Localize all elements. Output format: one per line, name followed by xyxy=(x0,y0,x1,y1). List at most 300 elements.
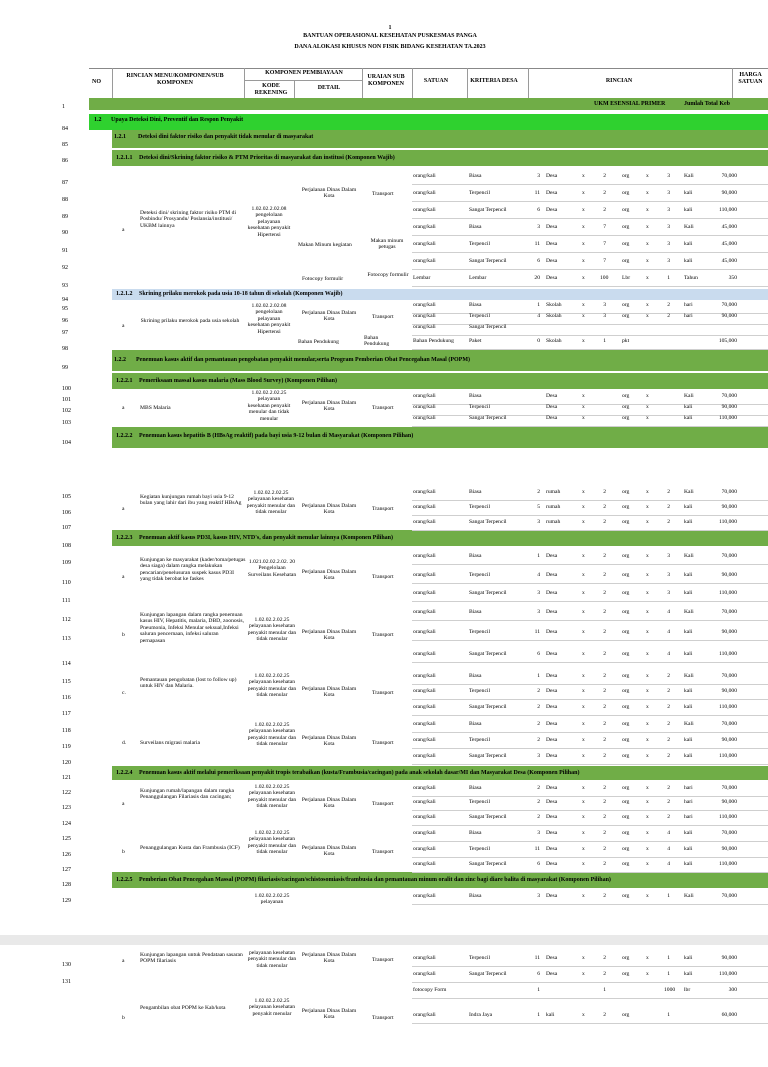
table-cell-u: Skolah xyxy=(546,313,562,319)
section-1-2-2-text: Penemuan kasus aktif dan pemantauan pengobatan penyakit menular,serta Program Pemberian Obat Pencegahan Masal (POPM) xyxy=(136,357,471,363)
table-cell-u2: org xyxy=(622,721,630,727)
table-cell-s: orang/kali xyxy=(413,572,436,578)
table-cell-x2: x xyxy=(646,241,649,247)
table-cell-x2: x xyxy=(646,258,649,264)
fil-detail: Perjalanan Dinas Dalam Kota xyxy=(301,797,357,810)
popm2-uraian: Transport xyxy=(372,957,394,963)
table-cell-q: 11 xyxy=(534,241,540,247)
table-cell-n3: 2 xyxy=(667,519,670,525)
ptm-detail-2: Makan Minum kegiatan xyxy=(298,242,352,248)
section-1-2-code: 1.2 xyxy=(94,117,102,123)
table-cell-u2: org xyxy=(622,609,630,615)
table-cell-n2: 2 xyxy=(603,207,606,213)
table-cell-s: orang/kali xyxy=(413,190,436,196)
table-cell-x1: x xyxy=(582,302,585,308)
table-cell-n3: 2 xyxy=(667,673,670,679)
table-cell-n3: 3 xyxy=(667,224,670,230)
table-cell-q: 6 xyxy=(537,258,540,264)
section-1-2-1-1-code: 1.2.1.1 xyxy=(116,155,133,161)
row-divider xyxy=(412,966,768,967)
table-cell-k: Biasa xyxy=(469,721,482,727)
ptm-description: Deteksi dini/ skrining faktor risiko PTM di Posbindu/ Prosyandu/ Poslansia/institusi/ UKBM lainnya xyxy=(140,210,237,229)
table-cell-n2: 2 xyxy=(603,590,606,596)
row-number: 97 xyxy=(62,330,68,336)
table-cell-u: Desa xyxy=(546,861,558,867)
row-number: 118 xyxy=(62,728,71,734)
row-number: 86 xyxy=(62,158,68,164)
kus-detail: Perjalanan Dinas Dalam Kota xyxy=(301,845,357,858)
table-cell-u2: org xyxy=(622,489,630,495)
table-cell-u: Desa xyxy=(546,704,558,710)
rokok-letter: a xyxy=(122,323,125,329)
row-number: 106 xyxy=(62,510,71,516)
table-cell-n3: 4 xyxy=(667,629,670,635)
table-cell-x2: x xyxy=(646,173,649,179)
table-cell-s: orang/kali xyxy=(413,651,436,657)
row-number: 121 xyxy=(62,775,71,781)
row-divider xyxy=(412,286,768,287)
table-cell-p: 70,000 xyxy=(721,393,737,399)
ptm-detail-1: Perjalanan Dinas Dalam Kota xyxy=(301,187,357,200)
table-cell-p: 90,000 xyxy=(721,404,737,410)
table-cell-q: 2 xyxy=(537,785,540,791)
table-cell-n3: 2 xyxy=(667,688,670,694)
row-number: 129 xyxy=(62,898,71,904)
table-cell-n2: 2 xyxy=(603,799,606,805)
row-divider xyxy=(412,184,768,185)
table-cell-k: Biasa xyxy=(469,785,482,791)
row-number: 119 xyxy=(62,744,71,750)
table-cell-p: 70,000 xyxy=(721,489,737,495)
table-cell-k: Sangat Terpencil xyxy=(469,590,507,596)
pd3i-description: Kunjungan ke masyarakat (kader/toma/petugas desa siaga) dalam rangka melakukan pencarian/penelusuran suspek kasus PD3I yang tidak berobat ke faskes xyxy=(140,557,246,583)
section-1-2-1-2-code: 1.2.1.2 xyxy=(116,291,133,297)
surv-description: Surveilans migrasi malaria xyxy=(140,740,200,746)
hiv-uraian: Transport xyxy=(372,632,394,638)
ptm-letter: a xyxy=(122,227,125,233)
table-cell-x1: x xyxy=(582,173,585,179)
table-cell-q: 0 xyxy=(537,338,540,344)
table-cell-u: kali xyxy=(546,1012,555,1018)
section-1-2-2-3-code: 1.2.2.3 xyxy=(116,535,133,541)
table-cell-q: 2 xyxy=(537,688,540,694)
table-cell-u2: org xyxy=(622,241,630,247)
table-cell-p: 90,000 xyxy=(721,688,737,694)
table-cell-u3: kali xyxy=(684,190,693,196)
table-cell-s: orang/kali xyxy=(413,313,436,319)
rokok-detail-1: Perjalanan Dinas Dalam Kota xyxy=(301,310,357,323)
table-cell-n3: 3 xyxy=(667,258,670,264)
table-cell-q: 6 xyxy=(537,971,540,977)
table-cell-x1: x xyxy=(582,590,585,596)
table-cell-x1: x xyxy=(582,955,585,961)
popm2-description: Kunjungan lapangan untuk Pendataan sasaran POPM filariasis xyxy=(140,952,243,965)
section-1-2-2-3-text: Penemuan aktif kasus PD3I, kasus HIV, NTD's, dan penyakit menular lainnya (Komponen Pilihan) xyxy=(139,535,394,541)
table-cell-x1: x xyxy=(582,224,585,230)
table-cell-x2: x xyxy=(646,846,649,852)
table-cell-s: Bahan Pendukung xyxy=(413,338,454,344)
section-1-2-1-code: 1.2.1 xyxy=(114,134,126,140)
table-cell-n2: 2 xyxy=(603,629,606,635)
section-1-2-2-code: 1.2.2 xyxy=(114,357,126,363)
table-cell-k: Terpencil xyxy=(469,629,491,635)
table-cell-q: 2 xyxy=(537,704,540,710)
table-cell-q: 4 xyxy=(537,572,540,578)
row-number: 123 xyxy=(62,805,71,811)
rokok-description: Skrining prilaku merokok pada usia sekolah xyxy=(140,318,240,324)
table-cell-x1: x xyxy=(582,207,585,213)
row-divider xyxy=(412,515,768,516)
table-cell-x2: x xyxy=(646,590,649,596)
table-cell-s: orang/kali xyxy=(413,721,436,727)
mbs-description: MBS Malaria xyxy=(140,405,171,411)
table-cell-x1: x xyxy=(582,258,585,264)
table-cell-x2: x xyxy=(646,313,649,319)
table-cell-x2: x xyxy=(646,785,649,791)
table-cell-s: orang/kali xyxy=(413,814,436,820)
table-cell-u3: Kali xyxy=(684,609,694,615)
table-cell-x1: x xyxy=(582,704,585,710)
table-cell-x1: x xyxy=(582,721,585,727)
table-cell-n2: 2 xyxy=(603,971,606,977)
row-number: 92 xyxy=(62,265,68,271)
row-divider xyxy=(412,764,768,765)
table-cell-n2: 2 xyxy=(603,673,606,679)
table-cell-u2: org xyxy=(622,302,630,308)
row-number: 108 xyxy=(62,543,71,549)
table-cell-n2: 3 xyxy=(603,302,606,308)
row-number: 117 xyxy=(62,711,71,717)
row-number: 99 xyxy=(62,365,68,371)
table-cell-u2: org xyxy=(622,629,630,635)
table-cell-p: 70,000 xyxy=(721,302,737,308)
header-no: NO xyxy=(92,79,101,85)
table-cell-u3: Kali xyxy=(684,673,694,679)
mbs-kode-rekening: 1.02.02.2.02.25 pelayanan kesehatan penyakit menular dan tidak menular xyxy=(247,390,291,422)
table-cell-x2: x xyxy=(646,799,649,805)
table-cell-u3: kali xyxy=(684,519,693,525)
row-divider xyxy=(412,640,768,641)
table-cell-u: Desa xyxy=(546,814,558,820)
table-cell-u3: kali xyxy=(684,404,693,410)
table-cell-p: 90,000 xyxy=(721,799,737,805)
table-cell-u: Desa xyxy=(546,651,558,657)
table-cell-u3: kali xyxy=(684,753,693,759)
table-cell-x2: x xyxy=(646,393,649,399)
table-cell-s: orang/kali xyxy=(413,302,436,308)
pd3i-detail: Perjalanan Dinas Dalam Kota xyxy=(301,569,357,582)
header-detail: DETAIL xyxy=(317,85,341,91)
row-divider xyxy=(412,269,768,270)
rokok-detail-2: Bahan Pendukung xyxy=(298,339,339,345)
table-cell-u: Desa xyxy=(546,224,558,230)
hep-description: Kegiatan kunjungan rumah bayi usia 9-12 bulan yang lahir dari ibu yang reaktif HBsAg xyxy=(140,494,242,507)
table-cell-u2: org xyxy=(622,1012,630,1018)
row-number: 114 xyxy=(62,661,71,667)
table-cell-u2: org xyxy=(622,814,630,820)
obat-description: Pengambilan obat POPM ke Kab/kota xyxy=(140,1005,226,1011)
table-cell-x2: x xyxy=(646,721,649,727)
section-1-2-2-1-code: 1.2.2.1 xyxy=(116,378,133,384)
table-cell-x1: x xyxy=(582,190,585,196)
table-cell-s: orang/kali xyxy=(413,830,436,836)
table-cell-s: orang/kali xyxy=(413,704,436,710)
table-cell-k: Sangat Terpencil xyxy=(469,651,507,657)
row-number: 102 xyxy=(62,408,71,414)
row-number: 113 xyxy=(62,636,71,642)
table-cell-s: Lembar xyxy=(413,275,431,281)
table-cell-n3: 2 xyxy=(667,799,670,805)
table-cell-n3: 3 xyxy=(667,590,670,596)
obat-uraian: Transport xyxy=(372,1015,394,1021)
table-cell-u2: org xyxy=(622,590,630,596)
table-cell-k: Biasa xyxy=(469,673,482,679)
table-cell-p: 90,000 xyxy=(721,846,737,852)
table-cell-p: 70,000 xyxy=(721,721,737,727)
table-cell-x2: x xyxy=(646,830,649,836)
table-cell-q: 3 xyxy=(537,893,540,899)
table-cell-x2: x xyxy=(646,572,649,578)
table-cell-s: fotocopy Form xyxy=(413,987,447,993)
row-number: 104 xyxy=(62,440,71,446)
table-cell-q: 4 xyxy=(537,313,540,319)
table-cell-n3: 3 xyxy=(667,241,670,247)
table-cell-u2: org xyxy=(622,651,630,657)
table-cell-u2: org xyxy=(622,673,630,679)
popm2-detail: Perjalanan Dinas Dalam Kota xyxy=(301,952,357,965)
table-cell-q: 2 xyxy=(537,737,540,743)
table-cell-u2: org xyxy=(622,753,630,759)
popm2-kode-rekening: pelayanan kesehatan penyakit menular dan tidak menular xyxy=(247,950,297,969)
table-cell-u3: kali xyxy=(684,861,693,867)
table-cell-x1: x xyxy=(582,688,585,694)
table-cell-k: Sangat Terpencil xyxy=(469,753,507,759)
row-divider xyxy=(412,324,768,325)
table-cell-p: 350 xyxy=(728,275,737,281)
table-cell-x1: x xyxy=(582,753,585,759)
row-divider xyxy=(412,796,768,797)
mbs-uraian: Transport xyxy=(372,405,394,411)
table-cell-x1: x xyxy=(582,737,585,743)
table-cell-k: Biasa xyxy=(469,393,482,399)
table-cell-s: orang/kali xyxy=(413,324,436,330)
table-cell-p: 105,000 xyxy=(718,338,737,344)
table-cell-k: Terpencil xyxy=(469,688,491,694)
table-cell-k: Terpencil xyxy=(469,799,491,805)
table-cell-u2: org xyxy=(622,704,630,710)
table-cell-x1: x xyxy=(582,629,585,635)
table-cell-k: Biasa xyxy=(469,302,482,308)
row-number: 95 xyxy=(62,306,68,312)
table-cell-u2: org xyxy=(622,737,630,743)
table-cell-u3: hari xyxy=(684,799,693,805)
table-cell-u: rumah xyxy=(546,504,561,510)
header-kode-rekening: KODE REKENING xyxy=(254,83,288,96)
hep-letter: a xyxy=(122,506,125,512)
mbs-detail: Perjalanan Dinas Dalam Kota xyxy=(301,400,357,413)
row-divider xyxy=(412,218,768,219)
table-cell-x1: x xyxy=(582,393,585,399)
row-divider xyxy=(412,904,768,905)
table-cell-u3: kali xyxy=(684,688,693,694)
table-cell-n3: 2 xyxy=(667,313,670,319)
table-cell-u2: org xyxy=(622,207,630,213)
row-divider xyxy=(412,601,768,602)
table-cell-n2: 2 xyxy=(603,861,606,867)
table-cell-x1: x xyxy=(582,799,585,805)
table-cell-q: 3 xyxy=(537,173,540,179)
table-cell-n3: 2 xyxy=(667,737,670,743)
row-divider xyxy=(412,235,768,236)
table-cell-u3: kali xyxy=(684,241,693,247)
table-cell-k: Biasa xyxy=(469,609,482,615)
table-cell-k: Sangat Terpencil xyxy=(469,324,507,330)
table-cell-k: Sangat Terpencil xyxy=(469,814,507,820)
table-cell-u2: org xyxy=(622,830,630,836)
table-cell-n2: 7 xyxy=(603,224,606,230)
page-gap xyxy=(0,935,768,945)
table-cell-x1: x xyxy=(582,814,585,820)
fil-letter: a xyxy=(122,801,125,807)
table-cell-s: orang/kali xyxy=(413,207,436,213)
row-number: 110 xyxy=(62,580,71,586)
table-cell-n3: 3 xyxy=(667,173,670,179)
table-cell-x2: x xyxy=(646,704,649,710)
row-divider xyxy=(412,841,768,842)
table-cell-k: Sangat Terpencil xyxy=(469,207,507,213)
table-cell-u: Desa xyxy=(546,737,558,743)
popm2-letter: a xyxy=(122,958,125,964)
table-cell-n3: 2 xyxy=(667,504,670,510)
kus-kode-rekening: 1.02.02.2.02.25 pelayanan kesehatan penyakit menular dan tidak menular xyxy=(247,830,297,856)
table-cell-p: 110,000 xyxy=(719,590,737,596)
table-cell-x1: x xyxy=(582,275,585,281)
row-number: 122 xyxy=(62,790,71,796)
table-cell-p: 110,000 xyxy=(719,861,737,867)
table-cell-u2: org xyxy=(622,688,630,694)
table-cell-s: orang/kali xyxy=(413,673,436,679)
row-divider xyxy=(412,699,768,700)
row-number: 85 xyxy=(62,142,68,148)
table-cell-p: 70,000 xyxy=(721,553,737,559)
row-divider xyxy=(412,662,768,663)
row-number: 89 xyxy=(62,214,68,220)
table-cell-x1: x xyxy=(582,609,585,615)
table-cell-q: 11 xyxy=(534,190,540,196)
table-cell-u3: kali xyxy=(684,737,693,743)
row-number: 98 xyxy=(62,346,68,352)
ptm-uraian-2: Makan minum petugas xyxy=(370,238,404,251)
hep-kode-rekening: 1.02.02.2.02.25 pelayanan kesehatan penyakit menular dan tidak menular xyxy=(246,490,296,516)
table-cell-x1: x xyxy=(582,673,585,679)
row-divider xyxy=(412,872,768,873)
table-cell-n3: 2 xyxy=(667,814,670,820)
title-line-1: BANTUAN OPERASIONAL KESEHATAN PUSKESMAS PANGA xyxy=(303,33,477,39)
table-cell-q: 3 xyxy=(537,224,540,230)
table-cell-n2: 2 xyxy=(603,688,606,694)
table-cell-n2: 1 xyxy=(603,987,606,993)
row-divider xyxy=(412,583,768,584)
surv-kode-rekening: 1.02.02.2.02.25 pelayanan kesehatan penyakit menular dan tidak menular xyxy=(247,722,297,748)
table-cell-u2: org xyxy=(622,861,630,867)
table-cell-x1: x xyxy=(582,861,585,867)
table-cell-u: Desa xyxy=(546,629,558,635)
row-number: 125 xyxy=(62,836,71,842)
title-line-2: DANA ALOKASI KHUSUS NON FISIK BIDANG KESEHATAN TA.2023 xyxy=(294,44,486,50)
table-cell-u3: Kali xyxy=(684,553,694,559)
row-divider xyxy=(412,201,768,202)
table-cell-k: Biasa xyxy=(469,173,482,179)
section-1-2-2-4-code: 1.2.2.4 xyxy=(116,770,133,776)
table-cell-s: orang/kali xyxy=(413,553,436,559)
table-cell-q: 5 xyxy=(537,504,540,510)
table-cell-k: Sangat Terpencil xyxy=(469,971,507,977)
table-cell-k: Biasa xyxy=(469,553,482,559)
obat-kode-rekening: 1.02.02.2.02.25 pelayanan kesehatan penyakit menular xyxy=(248,998,296,1017)
table-cell-n2: 2 xyxy=(603,651,606,657)
table-cell-k: Biasa xyxy=(469,893,482,899)
row-divider xyxy=(412,715,768,716)
table-cell-n3: 2 xyxy=(667,302,670,308)
table-cell-p: 45,000 xyxy=(721,258,737,264)
table-cell-n3: 4 xyxy=(667,861,670,867)
table-cell-p: 70,000 xyxy=(721,830,737,836)
table-cell-q: 1 xyxy=(537,553,540,559)
table-cell-x2: x xyxy=(646,737,649,743)
row-number: 105 xyxy=(62,494,71,500)
table-cell-n2: 2 xyxy=(603,519,606,525)
table-cell-k: Indra Jaya xyxy=(469,1012,493,1018)
table-cell-n2: 7 xyxy=(603,241,606,247)
table-cell-x2: x xyxy=(646,207,649,213)
pd3i-letter: a xyxy=(122,574,125,580)
table-cell-u2: org xyxy=(622,173,630,179)
table-cell-q: 3 xyxy=(537,590,540,596)
ptm-detail-3: Fotocopy formulir xyxy=(302,276,344,282)
table-cell-x2: x xyxy=(646,629,649,635)
table-cell-u3: hari xyxy=(684,313,693,319)
table-cell-u2: org xyxy=(622,190,630,196)
table-cell-k: Terpencil xyxy=(469,241,491,247)
section-1-2-2-2-text: Penemuan kasus hepatitis B (HBsAg reaktif) pada bayi usia 9-12 bulan di Masyarakat (Komponen Pilihan) xyxy=(139,433,414,439)
table-cell-n3: 1 xyxy=(667,971,670,977)
table-cell-x1: x xyxy=(582,971,585,977)
table-cell-n2: 1 xyxy=(603,338,606,344)
row-divider xyxy=(412,732,768,733)
table-cell-u2: org xyxy=(622,504,630,510)
header-rincian: RINCIAN xyxy=(605,78,633,84)
row-divider xyxy=(412,684,768,685)
table-cell-u2: org xyxy=(622,224,630,230)
table-cell-u3: kali xyxy=(684,572,693,578)
table-cell-n2: 2 xyxy=(603,190,606,196)
table-cell-u3: Kali xyxy=(684,721,694,727)
header-harga-satuan: HARGA SATUAN xyxy=(738,72,763,85)
table-cell-q: 3 xyxy=(537,609,540,615)
table-cell-p: 70,000 xyxy=(721,673,737,679)
table-cell-n3: 2 xyxy=(667,704,670,710)
row-number: 96 xyxy=(62,318,68,324)
ptm-kode-rekening: 1.02.02.2.02.08 pengelolaan pelayanan kesehatan penyakit Hipertensi xyxy=(247,206,291,238)
table-cell-n2: 2 xyxy=(603,553,606,559)
table-cell-u3: kali xyxy=(684,955,693,961)
table-cell-u: Desa xyxy=(546,721,558,727)
table-cell-x1: x xyxy=(582,313,585,319)
table-cell-k: Paket xyxy=(469,338,482,344)
table-cell-x1: x xyxy=(582,519,585,525)
table-cell-s: orang/kali xyxy=(413,224,436,230)
table-cell-x1: x xyxy=(582,846,585,852)
